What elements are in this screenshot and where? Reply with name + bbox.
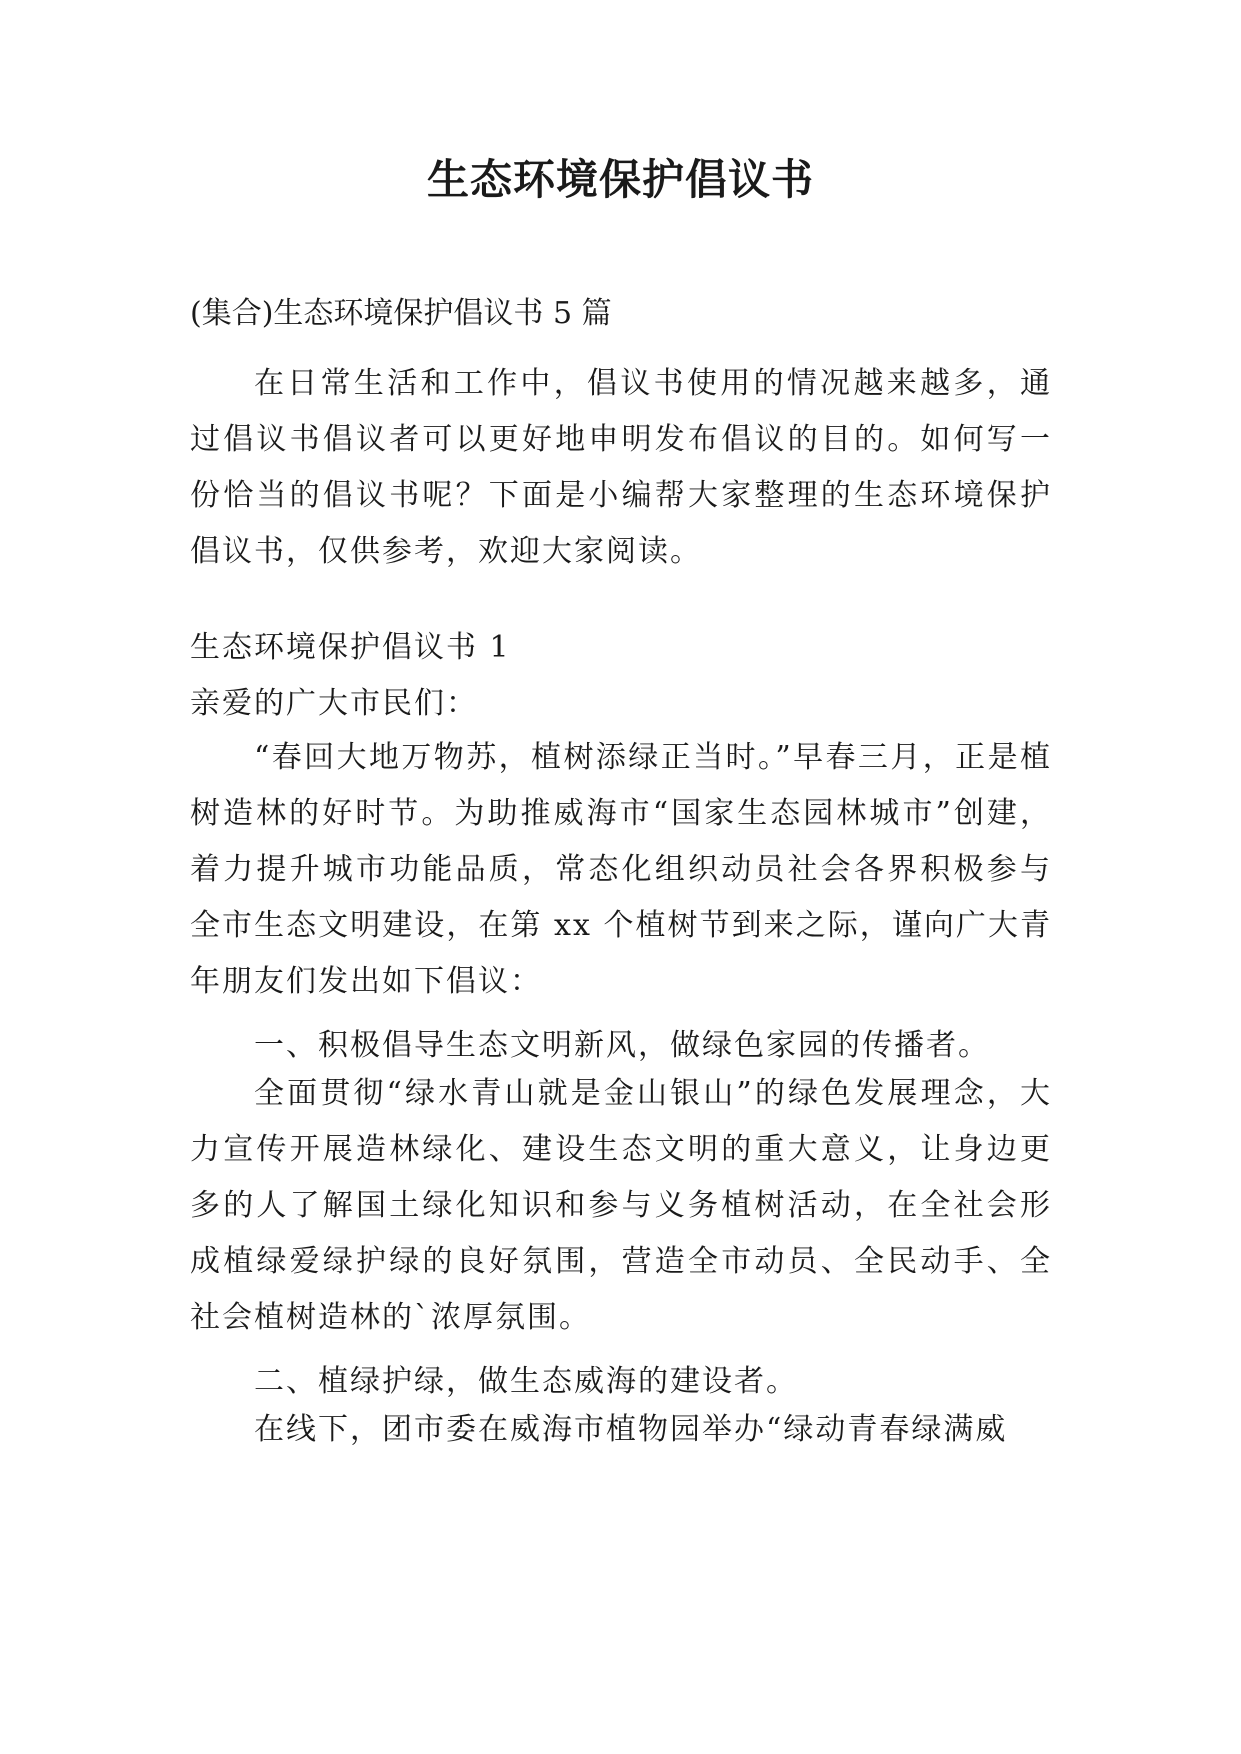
body-paragraph-3: 在线下，团市委在威海市植物园举办“绿动青春绿满威: [254, 1412, 1008, 1447]
document-title: 生态环境保护倡议书: [426, 155, 814, 204]
document-subtitle: (集合)生态环境保护倡议书 5 篇: [190, 296, 612, 331]
intro-paragraph: 在日常生活和工作中，倡议书使用的情况越来越多，通过倡议书倡议者可以更好地申明发布倡议的目的。如何写一份恰当的倡议书呢？下面是小编帮大家整理的生态环境保护倡议书，仅供参考，欢迎大家阅读。: [190, 366, 1052, 569]
point-heading-2: 二、植绿护绿，做生态威海的建设者。: [254, 1364, 798, 1399]
point-heading-1: 一、积极倡导生态文明新风，做绿色家园的传播者。: [254, 1028, 990, 1063]
body-paragraph-2: 全面贯彻“绿水青山就是金山银山”的绿色发展理念，大力宣传开展造林绿化、建设生态文明的重大意义，让身边更多的人了解国土绿化知识和参与义务植树活动，在全社会形成植绿爱绿护绿的良好氛围，营造全市动员、全民动手、全社会植树造林的`浓厚氛围。: [190, 1076, 1052, 1335]
salutation: 亲爱的广大市民们：: [190, 686, 478, 721]
section-heading: 生态环境保护倡议书 1: [190, 630, 511, 665]
body-paragraph-1: “春回大地万物苏，植树添绿正当时。”早春三月，正是植树造林的好时节。为助推威海市“国家生态园林城市”创建，着力提升城市功能品质，常态化组织动员社会各界积极参与全市生态文明建设，在第 xx 个植树节到来之际，谨向广大青年朋友们发出如下倡议：: [190, 740, 1052, 999]
